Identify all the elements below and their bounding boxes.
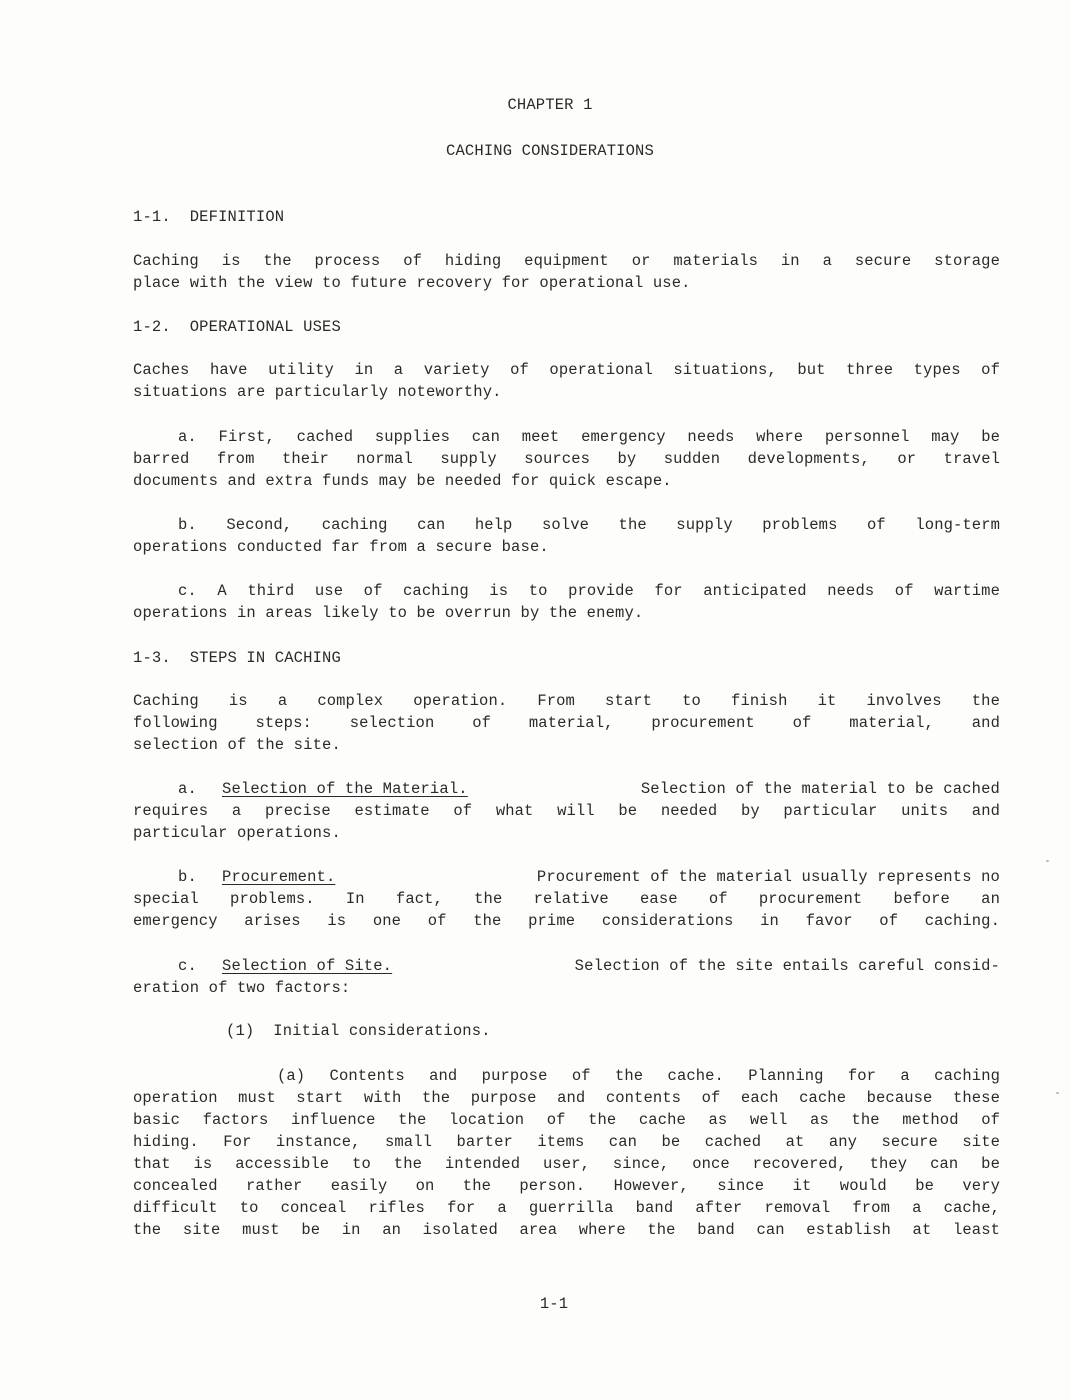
contents-line-2: operation must start with the purpose and contents of each cache because these	[133, 1089, 1000, 1107]
section-heading-definition: 1-1. DEFINITION	[133, 208, 285, 226]
steps-a-line-3: particular operations.	[133, 824, 341, 842]
steps-b-prefix: b.	[178, 868, 197, 886]
steps-line-2: following steps: selection of material, procurement of material, and	[133, 714, 1000, 732]
operational-uses-b-line-1: b. Second, caching can help solve the supply problems of long-term	[178, 516, 1000, 534]
operational-uses-line-2: situations are particularly noteworthy.	[133, 383, 502, 401]
page-number: 1-1	[539, 1295, 569, 1313]
contents-line-1: (a) Contents and purpose of the cache. Planning for a caching	[277, 1067, 1000, 1085]
definition-line-2: place with the view to future recovery for operational use.	[133, 274, 691, 292]
contents-line-6: concealed rather easily on the person. However, since it would be very	[133, 1177, 1000, 1195]
steps-b-title: Procurement.	[222, 868, 336, 886]
scan-speck	[1056, 1092, 1059, 1094]
section-heading-steps: 1-3. STEPS IN CACHING	[133, 649, 341, 667]
steps-a-line-2: requires a precise estimate of what will be needed by particular units and	[133, 802, 1000, 820]
scan-speck	[1046, 860, 1049, 862]
steps-c-prefix: c.	[178, 957, 197, 975]
section-heading-operational-uses: 1-2. OPERATIONAL USES	[133, 318, 341, 336]
chapter-label: CHAPTER 1	[507, 96, 593, 114]
steps-line-1: Caching is a complex operation. From start to finish it involves the	[133, 692, 1000, 710]
steps-a-first: Selection of the material to be cached	[640, 780, 1000, 798]
initial-considerations: (1) Initial considerations.	[226, 1022, 491, 1040]
steps-b-line-3: emergency arises is one of the prime considerations in favor of caching.	[133, 912, 1000, 930]
steps-line-3: selection of the site.	[133, 736, 341, 754]
operational-uses-c-line-2: operations in areas likely to be overrun by the enemy.	[133, 604, 644, 622]
contents-line-5: that is accessible to the intended user, since, once recovered, they can be	[133, 1155, 1000, 1173]
steps-c-line-2: eration of two factors:	[133, 979, 351, 997]
operational-uses-b-line-2: operations conducted far from a secure base.	[133, 538, 549, 556]
operational-uses-a-line-2: barred from their normal supply sources by sudden developments, or travel	[133, 450, 1000, 468]
chapter-title: CACHING CONSIDERATIONS	[446, 142, 654, 160]
contents-line-7: difficult to conceal rifles for a guerrilla band after removal from a cache,	[133, 1199, 1000, 1217]
steps-c-first: Selection of the site entails careful consid-	[574, 957, 1000, 975]
steps-a-prefix: a.	[178, 780, 197, 798]
operational-uses-a-line-3: documents and extra funds may be needed for quick escape.	[133, 472, 672, 490]
contents-line-8: the site must be in an isolated area where the band can establish at least	[133, 1221, 1000, 1239]
steps-b-line-2: special problems. In fact, the relative ease of procurement before an	[133, 890, 1000, 908]
steps-c-title: Selection of Site.	[222, 957, 393, 975]
steps-a-title: Selection of the Material.	[222, 780, 468, 798]
operational-uses-line-1: Caches have utility in a variety of operational situations, but three types of	[133, 361, 1000, 379]
contents-line-3: basic factors influence the location of the cache as well as the method of	[133, 1111, 1000, 1129]
operational-uses-c-line-1: c. A third use of caching is to provide for anticipated needs of wartime	[178, 582, 1000, 600]
steps-b-first: Procurement of the material usually represents no	[536, 868, 1000, 886]
contents-line-4: hiding. For instance, small barter items can be cached at any secure site	[133, 1133, 1000, 1151]
operational-uses-a-line-1: a. First, cached supplies can meet emergency needs where personnel may be	[178, 428, 1000, 446]
definition-line-1: Caching is the process of hiding equipment or materials in a secure storage	[133, 252, 1000, 270]
